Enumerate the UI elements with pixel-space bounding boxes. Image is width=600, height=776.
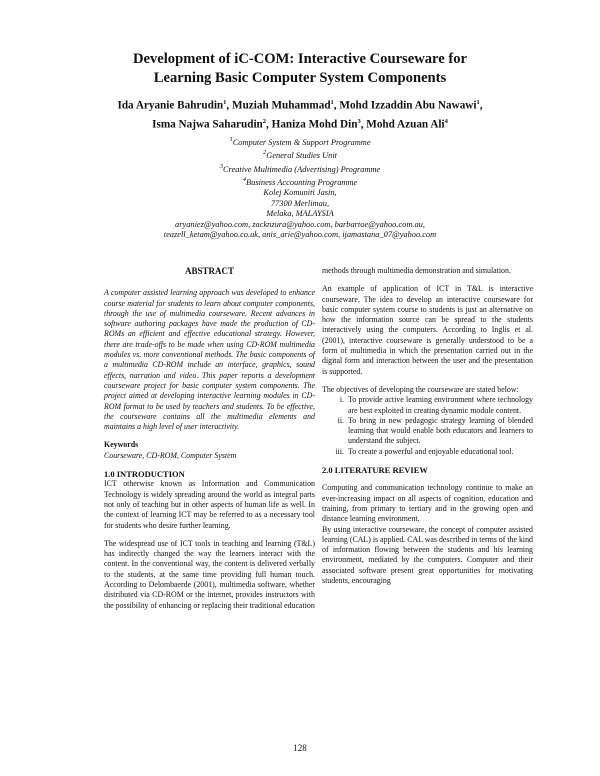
paragraph-continued: methods through multimedia demonstration and simulation. [322, 266, 511, 275]
author-affil-mark: 1 [476, 99, 480, 106]
institution-name: Kolej Komuniti Jasin, [263, 188, 337, 197]
author-line-1: Ida Aryanie Bahrudin$^1$, Muziah Muhammad$^1$, Mohd Izzaddin Abu Nawawi$^1$, [117, 99, 483, 112]
affiliation-item: $^2$General Studies Unit [263, 149, 337, 161]
keywords-text: Courseware, CD-ROM, Computer System [104, 450, 237, 460]
objectives-list [322, 395, 533, 457]
email-list-2: teazell_ketam@yahoo.co.uk, anis_arie@yahoo.com, ijamastana_07@yahoo.com [163, 230, 437, 239]
paragraph: The objectives of developing the courseware are stated below: [322, 384, 519, 394]
paragraph: An example of application of ICT in T&L is interactive courseware. The idea to develop an interactive courseware for basic computer system course to students is just an alternative on how the information source can be spread to the students interactively using the computers. According to Inglis et al. (2001), interactive courseware is generally understood to be a form of multimedia in which the presentation carried out in the digital form and interaction between the user and the presentation is supported. [322, 284, 533, 376]
institution-postcode: 77300 Merlimau, [270, 198, 330, 208]
abstract-text: A computer assisted learning approach was developed to enhance course material for students to learn about computer components, through the use of multimedia courseware. Recent advances in software authoring packages have made the production of CD-ROMs an efficient and effective educational strategy. However, there are trade-offs to be made when using CD-ROM multimedia modules vs. more conventional methods. The basic components of a multimedia CD-ROM include an interface, graphics, sound effects, narration and video. This paper reports a development courseware project for basic computer system components. The project aimed at developing interactive learning modules in CD-ROM format to be used by teachers and students. To be effective, the courseware contains all the multimedia elements and maintains a high level of user interactivity. [104, 288, 315, 432]
author-affil-mark: 4 [444, 117, 448, 125]
title-line-2: Learning Basic Computer System Components [153, 70, 447, 86]
left-column [104, 266, 315, 611]
author-name: Isma Najwa Saharudin [152, 118, 263, 131]
paragraph: The widespread use of ICT tools in teaching and learning (T&L) has indirectly changed the way the learners interact with the content. In the conventional way, the content is delivered verbally to the students, at the same time providing full human touch. According to Delombaerde (2001), multimedia software, whether distributed via CD-ROM or the internet, provides instructors with the possibility of enhancing or replacing their traditional education [104, 538, 315, 610]
section-heading-literature-review: 2.0 LITERATURE REVIEW [322, 465, 428, 476]
title-line-1: Development of iC-COM: Interactive Courseware for [132, 51, 468, 67]
paragraph: By using interactive courseware, the concept of computer assisted learning (CAL) is applied. CAL was described in terms of the kind of information flowing between the students and his learning environment, mediated by the computers. Computer and their associated software present great opportunities for motivating students, encouraging [322, 524, 533, 586]
affiliation-item: $^4$Business Accounting Programme [242, 175, 358, 187]
paragraph: Computing and communication technology continue to make an ever-increasing impact on all aspects of cognition, education and training, from primary to tertiary and in the growing open and distance learning environment. [322, 483, 533, 524]
page-number: 128 [293, 743, 307, 753]
author-affil-mark: 3 [357, 117, 361, 125]
author-name: Muziah Muhammad [232, 99, 331, 112]
author-affil-mark: 1 [330, 99, 334, 106]
institution-block [100, 188, 500, 241]
author-affil-mark: 2 [262, 117, 267, 125]
paragraph: ICT otherwise known as Information and Communication Technology is widely spreading around the world as integral parts not only of teaching but in other aspects of human life as well. In the context of learning ICT may be referred to as a necessary tool for students who desire further learning. [104, 479, 315, 530]
author-name: Mohd Azuan Ali [366, 118, 445, 131]
affiliation-list [100, 135, 500, 188]
list-item: i. To provide active learning environment where technology are best exploited in creating dynamic module content. [339, 395, 533, 415]
author-affil-mark: 1 [223, 99, 227, 106]
keywords-heading: Keywords [104, 440, 139, 450]
author-list [60, 95, 540, 132]
abstract-heading: ABSTRACT [184, 266, 234, 276]
author-name: Ida Aryanie Bahrudin [117, 99, 224, 112]
section-heading-introduction: 1.0 INTRODUCTION [104, 469, 185, 480]
list-item: ii. To bring in new pedagogic strategy learning of blended learning that would enable both educators and learners to understand the subject. [337, 415, 533, 446]
author-line-2: Isma Najwa Saharudin$^2$, Haniza Mohd Din$^3$, Mohd Azuan Ali$^4$ [152, 117, 448, 131]
right-column [322, 266, 533, 586]
institution-state: Melaka, MALAYSIA [266, 209, 334, 218]
email-list-1: aryaniez@yahoo.com, zacknzura@yahoo.com, barbartoe@yahoo.com.au, [175, 219, 425, 229]
affiliation-item: $^1$Computer System & Support Programme [229, 136, 371, 147]
author-name: Haniza Mohd Din [271, 118, 358, 131]
paper-title [60, 50, 540, 88]
list-item: iii. To create a powerful and enjoyable educational tool. [335, 446, 514, 456]
affiliation-item: $^3$Creative Multimedia (Advertising) Programme [219, 162, 381, 174]
author-name: Mohd Izzaddin Abu Nawawi [339, 99, 477, 112]
